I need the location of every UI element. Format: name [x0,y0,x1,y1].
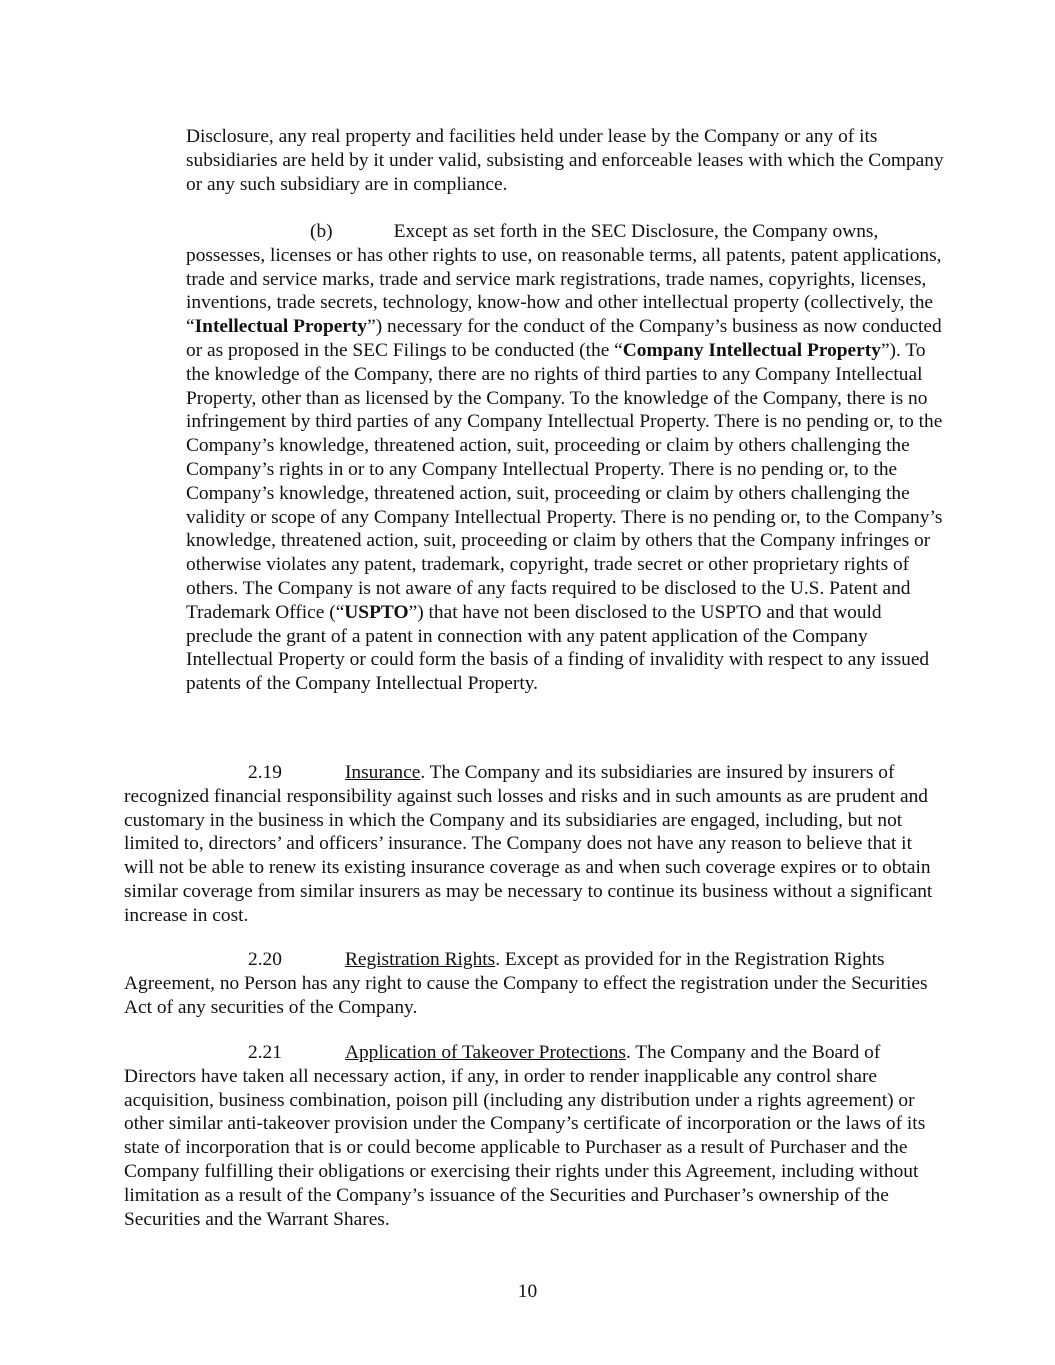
defined-term: Company Intellectual Property [622,339,881,361]
defined-term: USPTO [344,601,409,623]
section-number: 2.19 [248,762,282,783]
section-heading: Insurance [344,762,421,783]
section-number: 2.20 [248,949,282,970]
paragraph-lease-continuation: Disclosure, any real property and facilities held under lease by the Company or any of its subsidiaries are held by it under valid, subsisting and enforceable leases with which the Company or any such subsidiary are in compliance. [186,126,944,195]
page-number: 10 [517,1281,538,1302]
section-2-19-insurance: 2.19 Insurance. The Company and its subsidiaries are insured by insurers of recognized financial responsibility against such losses and risks and in such amounts as are prudent and customary in the business in which the Company and its subsidiaries are engaged, including, but not limited to, directors’ and officers’ insurance. The Company does not have any reason to believe that it will not be able to renew its existing insurance coverage as and when such coverage expires or to obtain similar coverage from similar insurers as may be necessary to continue its business without a significant increase in cost. [124,762,933,926]
section-2-21-takeover-protections: 2.21 Application of Takeover Protections. The Company and the Board of Directors have taken all necessary action, if any, in order to render inapplicable any control share acquisition, business combination, poison pill (including any distribution under a rights agreement) or other similar anti-takeover provision under the Company’s certificate of incorporation or the laws of its state of incorporation that is or could become applicable to Purchaser as a result of Purchaser and the Company fulfilling their obligations or exercising their rights under this Agreement, including without limitation as a result of the Company’s issuance of the Securities and Purchaser’s ownership of the Securities and the Warrant Shares. [124,1042,926,1230]
section-heading: Registration Rights [344,949,496,970]
section-2-20-registration-rights: 2.20 Registration Rights. Except as provided for in the Registration Rights Agreement, no Person has any right to cause the Company to effect the registration under the Securities Act of any securities of the Company. [124,949,928,1018]
section-heading: Application of Takeover Protections [344,1042,626,1063]
section-number: 2.21 [248,1042,282,1063]
clause-label: (b) [310,221,333,242]
paragraph-intellectual-property: (b) Except as set forth in the SEC Disclosure, the Company owns, possesses, licenses or has other rights to use, on reasonable terms, all patents, patent applications, trade and service marks, trade and service mark registrations, trade names, copyrights, licenses, inventions, trade secrets, technology, know-how and other intellectual property (collectively, the “Intellectual Property”) necessary for the conduct of the Company’s business as now conducted or as proposed in the SEC Filings to be conducted (the “Company Intellectual Property”). To the knowledge of the Company, there are no rights of third parties to any Company Intellectual Property, other than as licensed by the Company. To the knowledge of the Company, there is no infringement by third parties of any Company Intellectual Property. There is no pending or, to the Company’s knowledge, threatened action, suit, proceeding or claim by others challenging the Company’s rights in or to any Company Intellectual Property. There is no pending or, to the Company’s knowledge, threatened action, suit, proceeding or claim by others challenging the validity or scope of any Company Intellectual Property. There is no pending or, to the Company’s knowledge, threatened action, suit, proceeding or claim by others that the Company infringes or otherwise violates any patent, trademark, copyright, trade secret or other proprietary rights of others. The Company is not aware of any facts required to be disclosed to the U.S. Patent and Trademark Office (“USPTO”) that have not been disclosed to the USPTO and that would preclude the grant of a patent in connection with any patent application of the Company Intellectual Property or could form the basis of a finding of invalidity with respect to any issued patents of the Company Intellectual Property. [186,221,943,695]
defined-term: Intellectual Property [194,316,368,338]
